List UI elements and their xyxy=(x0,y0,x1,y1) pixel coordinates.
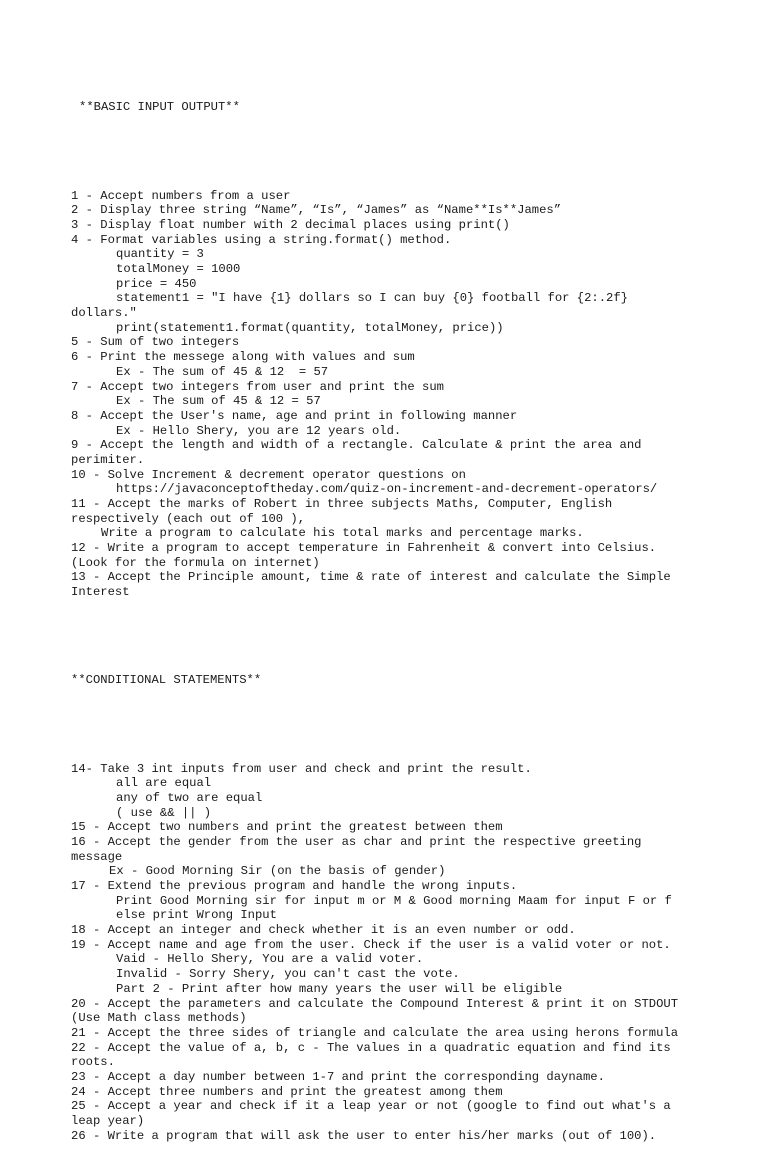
exercise-line: 16 - Accept the gender from the user as char and print the respective greeting xyxy=(71,834,642,849)
exercise-line: 26 - Write a program that will ask the user to enter his/her marks (out of 100). xyxy=(71,1128,657,1143)
exercise-line: Ex - The sum of 45 & 12 = 57 xyxy=(116,364,329,379)
exercise-line: 8 - Accept the User's name, age and print in following manner xyxy=(71,408,518,423)
section-heading-conditional-statements: **CONDITIONAL STATEMENTS** xyxy=(71,673,262,688)
exercise-line: Ex - Hello Shery, you are 12 years old. xyxy=(116,423,402,438)
exercise-line: 25 - Accept a year and check if it a leap year or not (google to find out what's a xyxy=(71,1099,671,1114)
exercise-line: leap year) xyxy=(71,1114,145,1129)
basic-exercise-list xyxy=(71,189,731,600)
exercise-line: 12 - Write a program to accept temperature in Fahrenheit & convert into Celsius. xyxy=(71,541,657,556)
blank-line xyxy=(71,629,731,644)
exercise-line: quantity = 3 xyxy=(116,247,204,262)
exercise-line: 5 - Sum of two integers xyxy=(71,335,240,350)
exercise-line: Write a program to calculate his total marks and percentage marks. xyxy=(101,526,584,541)
exercise-line: 6 - Print the messege along with values and sum xyxy=(71,350,415,365)
exercise-line: 21 - Accept the three sides of triangle and calculate the area using herons formula xyxy=(71,1025,679,1040)
exercise-line: 10 - Solve Increment & decrement operator questions on xyxy=(71,467,466,482)
exercise-line: 1 - Accept numbers from a user xyxy=(71,188,291,203)
exercise-line: 20 - Accept the parameters and calculate the Compound Interest & print it on STDOUT xyxy=(71,996,679,1011)
exercise-line: Part 2 - Print after how many years the user will be eligible xyxy=(116,981,563,996)
exercise-line: (Use Math class methods) xyxy=(71,1011,247,1026)
exercise-line: 24 - Accept three numbers and print the greatest among them xyxy=(71,1084,503,1099)
exercise-line: 19 - Accept name and age from the user. Check if the user is a valid voter or not. xyxy=(71,937,671,952)
exercise-line: print(statement1.format(quantity, totalMoney, price)) xyxy=(116,320,504,335)
blank-line xyxy=(71,717,731,732)
exercise-line: respectively (each out of 100 ), xyxy=(71,511,306,526)
exercise-line: statement1 = "I have {1} dollars so I can buy {0} football for {2:.2f} xyxy=(116,291,628,306)
exercise-line: Interest xyxy=(71,585,130,600)
exercise-line: perimiter. xyxy=(71,452,145,467)
exercise-line: Vaid - Hello Shery, You are a valid voter. xyxy=(116,952,424,967)
exercise-line: 11 - Accept the marks of Robert in three subjects Maths, Computer, English xyxy=(71,497,613,512)
exercise-line: 17 - Extend the previous program and handle the wrong inputs. xyxy=(71,879,518,894)
exercise-line: 22 - Accept the value of a, b, c - The values in a quadratic equation and find its xyxy=(71,1040,671,1055)
exercise-line: totalMoney = 1000 xyxy=(116,262,241,277)
exercise-line: 7 - Accept two integers from user and print the sum xyxy=(71,379,444,394)
exercise-line: Print Good Morning sir for input m or M & Good morning Maam for input F or f xyxy=(116,893,672,908)
section-heading-basic-input-output: **BASIC INPUT OUTPUT** xyxy=(79,100,240,115)
exercise-line: 9 - Accept the length and width of a rectangle. Calculate & print the area and xyxy=(71,438,642,453)
document-body xyxy=(71,71,731,1173)
exercise-line: 3 - Display float number with 2 decimal places using print() xyxy=(71,217,510,232)
conditional-exercise-list xyxy=(71,762,731,1144)
exercise-line: (Look for the formula on internet) xyxy=(71,555,320,570)
exercise-line: price = 450 xyxy=(116,276,197,291)
exercise-line: any of two are equal xyxy=(116,790,263,805)
exercise-line: Ex - Good Morning Sir (on the basis of gender) xyxy=(109,864,446,879)
exercise-line: 14- Take 3 int inputs from user and check and print the result. xyxy=(71,761,532,776)
exercise-line: 18 - Accept an integer and check whether it is an even number or odd. xyxy=(71,923,576,938)
exercise-line: 2 - Display three string “Name”, “Is”, “James” as “Name**Is**James” xyxy=(71,203,562,218)
exercise-line: roots. xyxy=(71,1055,115,1070)
exercise-line: https://javaconceptoftheday.com/quiz-on-increment-and-decrement-operators/ xyxy=(116,482,658,497)
exercise-line: Invalid - Sorry Shery, you can't cast the vote. xyxy=(116,967,460,982)
exercise-line: 15 - Accept two numbers and print the greatest between them xyxy=(71,820,503,835)
exercise-line: 13 - Accept the Principle amount, time & rate of interest and calculate the Simple xyxy=(71,570,671,585)
exercise-line: ( use && || ) xyxy=(116,805,212,820)
exercise-line: all are equal xyxy=(116,776,212,791)
exercise-line: 4 - Format variables using a string.format() method. xyxy=(71,232,452,247)
blank-line xyxy=(71,145,731,160)
exercise-line: dollars." xyxy=(71,306,137,321)
exercise-line: message xyxy=(71,849,123,864)
exercise-line: else print Wrong Input xyxy=(116,908,277,923)
exercise-line: 23 - Accept a day number between 1-7 and print the corresponding dayname. xyxy=(71,1069,605,1084)
exercise-line: Ex - The sum of 45 & 12 = 57 xyxy=(116,394,321,409)
